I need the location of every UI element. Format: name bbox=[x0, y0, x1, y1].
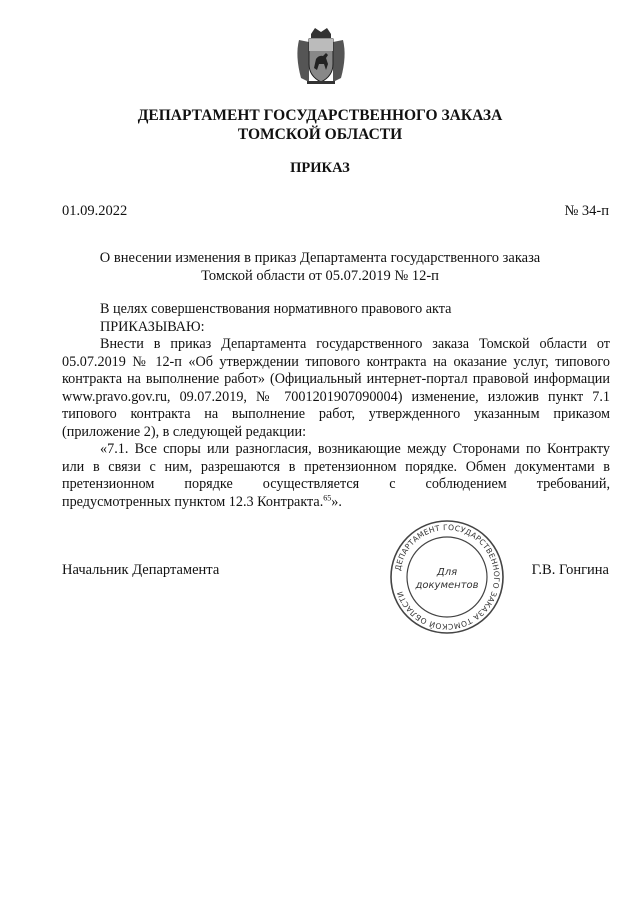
footnote-mark: 65 bbox=[323, 492, 332, 502]
quote-paragraph-end bbox=[62, 494, 610, 512]
department-title-line1: ДЕПАРТАМЕНТ ГОСУДАРСТВЕННОГО ЗАКАЗА bbox=[137, 107, 503, 124]
subject-line1: О внесении изменения в приказ Департамента государственного заказа bbox=[99, 250, 541, 266]
coat-of-arms-emblem bbox=[295, 26, 347, 86]
document-date: 01.09.2022 bbox=[62, 203, 128, 219]
document-type: ПРИКАЗ bbox=[290, 160, 350, 176]
document-subject bbox=[0, 249, 640, 285]
signatory-position: Начальник Департамента bbox=[62, 562, 220, 578]
document-number: № 34-п bbox=[564, 203, 609, 219]
preamble: В целях совершенствования нормативного правового акта bbox=[100, 301, 452, 317]
stamp-outer-text: ДЕПАРТАМЕНТ ГОСУДАРСТВЕННОГО ЗАКАЗА ТОМСКОЙ ОБЛАСТИ bbox=[393, 522, 502, 632]
signatory-name: Г.В. Гонгина bbox=[531, 562, 609, 578]
department-title bbox=[0, 106, 640, 144]
quote-paragraph: «7.1. Все споры или разногласия, возникающие между Сторонами по Контракту или в связи с ним, разрешаются в претензионном порядке. Обмен документами в претензионном порядке осуществляется с соблюдением требований, bbox=[62, 441, 610, 492]
quote-closing: ». bbox=[331, 493, 342, 510]
quote-last-line: предусмотренных пунктом 12.3 Контракта. bbox=[62, 493, 324, 510]
official-stamp bbox=[388, 518, 506, 636]
subject-line2: Томской области от 05.07.2019 № 12-п bbox=[201, 268, 439, 284]
document-body bbox=[62, 301, 610, 511]
stamp-inner-line1: Для bbox=[436, 567, 458, 578]
order-word: ПРИКАЗЫВАЮ: bbox=[100, 318, 205, 335]
stamp-inner-line2: документов bbox=[415, 580, 479, 591]
department-title-line2: ТОМСКОЙ ОБЛАСТИ bbox=[237, 126, 403, 143]
paragraph-amendment: Внести в приказ Департамента государственного заказа Томской области от 05.07.2019 № 12-п «Об утверждении типового контракта на оказание услуг, типового контракта на выполнение работ» (Официальный интернет-портал правовой информации www.pravo.gov.ru, 09.07.2019, № 7001201907090004) изменение, изложив пункт 7.1 типового контракта на выполнение работ, утвержденного указанным приказом (приложение 2), в следующей редакции: bbox=[62, 336, 610, 440]
